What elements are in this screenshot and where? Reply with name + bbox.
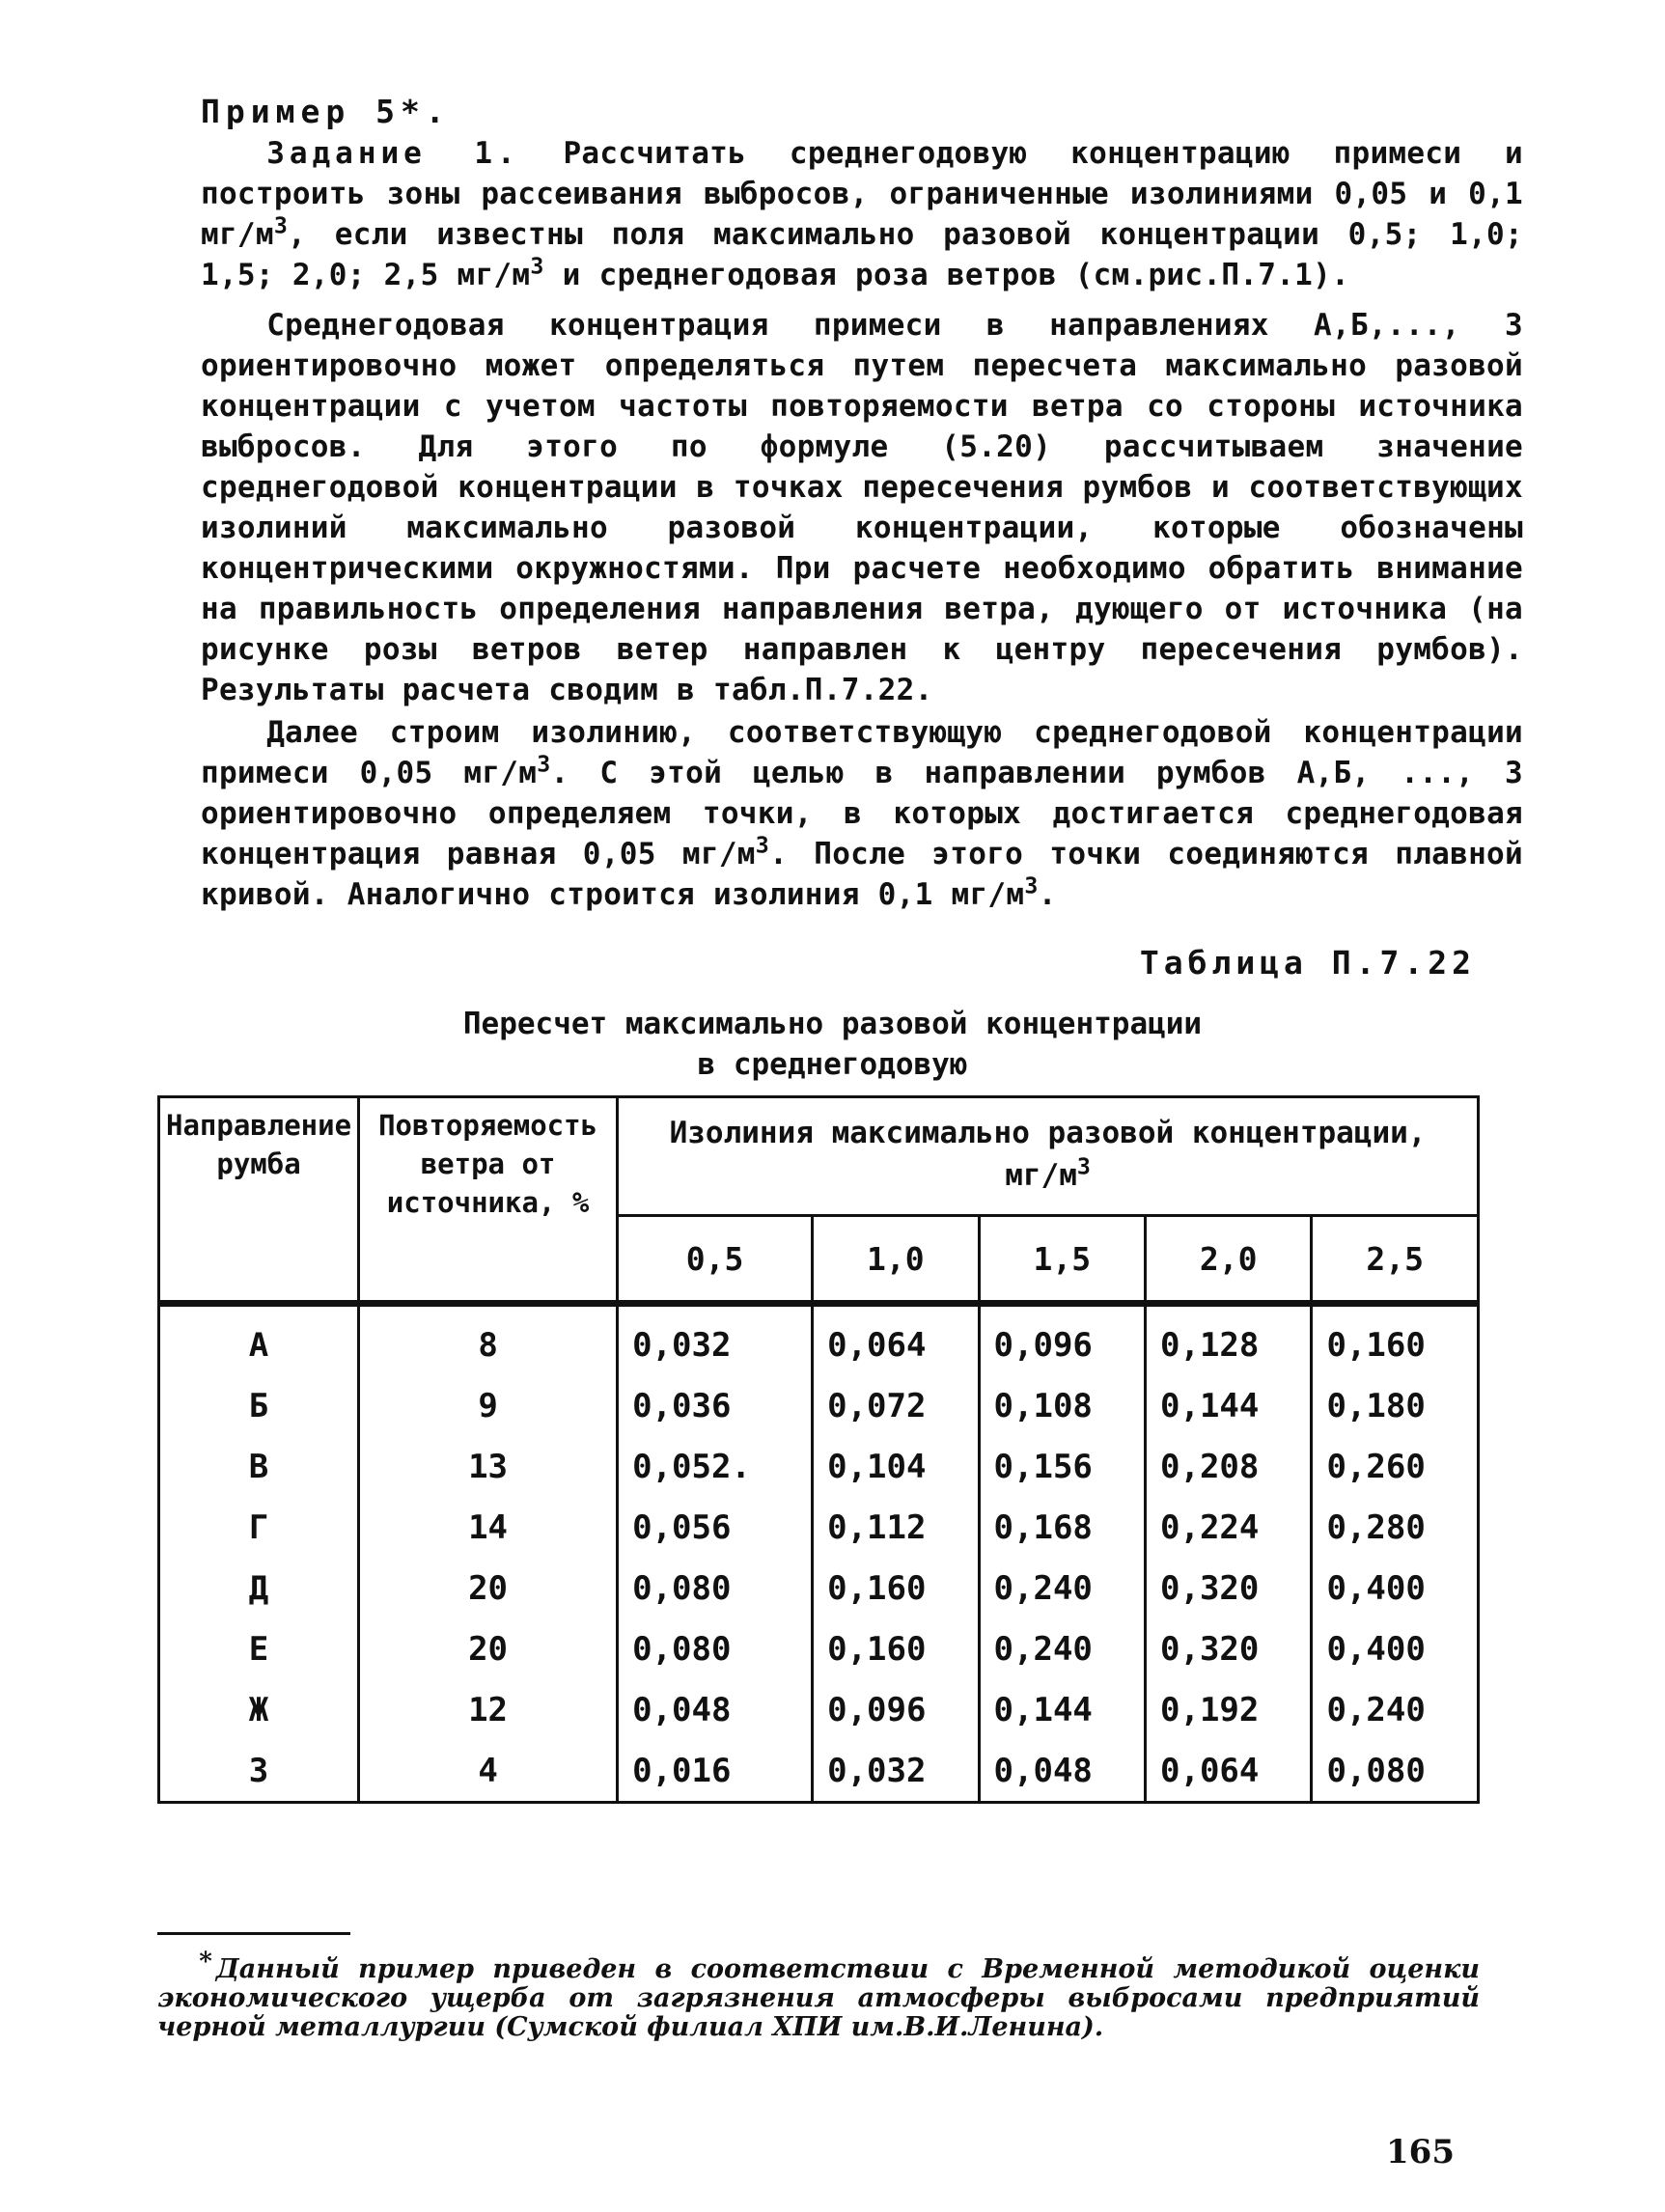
value-cell: 0,208 [1146, 1436, 1312, 1497]
value-cell: 0,080 [618, 1618, 813, 1679]
value-cell: 0,260 [1312, 1436, 1479, 1497]
task-text-part2: , если известны поля максимально разовой концентрации 0,5; 1,0; 1,5; 2,0; 2,5 мг/м [201, 217, 1523, 292]
direction-cell: Е [159, 1618, 359, 1679]
value-cell: 0,072 [813, 1375, 979, 1436]
value-cell: 0,180 [1312, 1375, 1479, 1436]
table-row [159, 1558, 1479, 1618]
superscript: 3 [273, 212, 289, 239]
value-cell: 0,144 [1146, 1375, 1312, 1436]
paragraph-part-d: . [1038, 877, 1057, 912]
repeatability-cell: 13 [359, 1436, 618, 1497]
repeatability-cell: 14 [359, 1497, 618, 1558]
value-cell: 0,052. [618, 1436, 813, 1497]
table-row [159, 1436, 1479, 1497]
header-isoline-group [618, 1097, 1479, 1216]
table-row [159, 1304, 1479, 1376]
repeatability-cell: 12 [359, 1679, 618, 1740]
paragraph-part-a: Далее строим изолинию, соответствующую среднегодовой концентрации примеси 0,05 мг/м [201, 715, 1523, 790]
table-label: Таблица П.7.22 [1139, 944, 1476, 982]
table-row [159, 1375, 1479, 1436]
caption-line-2: в среднегодовую [697, 1047, 968, 1082]
value-cell: 0,240 [1312, 1679, 1479, 1740]
value-cell: 0,240 [979, 1558, 1145, 1618]
value-cell: 0,160 [813, 1618, 979, 1679]
direction-cell: Д [159, 1558, 359, 1618]
table-row [159, 1618, 1479, 1679]
header-isoline-value: 1,0 [813, 1216, 979, 1304]
paragraph-text: Среднегодовая концентрация примеси в направлениях А,Б,..., З ориентировочно может определяться путем пересчета максимально разовой концентрации с учетом частоты повторяемости ветра со стороны источника выбросов. Для этого по формуле (5.20) рассчитываем значение среднегодовой концентрации в точках пересечения румбов и соответствующих изолиний максимально разовой концентрации, которые обозначены концентрическими окружностями. При расчете необходимо обратить внимание на правильность определения направления ветра, дующего от источника (на рисунке розы ветров ветер направлен к центру пересечения румбов). Результаты расчета сводим в табл.П.7.22. [201, 308, 1523, 707]
value-cell: 0,112 [813, 1497, 979, 1558]
table-row [159, 1740, 1479, 1803]
header-isoline-value: 2,0 [1146, 1216, 1312, 1304]
value-cell: 0,280 [1312, 1497, 1479, 1558]
task-paragraph [201, 133, 1523, 295]
value-cell: 0,400 [1312, 1618, 1479, 1679]
value-cell: 0,156 [979, 1436, 1145, 1497]
superscript: 3 [530, 253, 544, 280]
value-cell: 0,036 [618, 1375, 813, 1436]
value-cell: 0,108 [979, 1375, 1145, 1436]
value-cell: 0,056 [618, 1497, 813, 1558]
task-lead: Задание 1. [266, 136, 520, 171]
value-cell: 0,096 [813, 1679, 979, 1740]
task-text-part3: и среднегодовая роза ветров (см.рис.П.7.1). [543, 258, 1350, 292]
header-isoline-value: 2,5 [1312, 1216, 1479, 1304]
caption-line-1: Пересчет максимально разовой концентрации [462, 1007, 1203, 1041]
header-isoline-title: Изолиния максимально разовой концентрации, [669, 1116, 1427, 1150]
value-cell: 0,032 [813, 1740, 979, 1803]
value-cell: 0,160 [813, 1558, 979, 1618]
paragraph-part-c: . После этого точки соединяются плавной кривой. Аналогично строится изолиния 0,1 мг/м [201, 837, 1523, 912]
footnote-text: Данный пример приведен в соответствии с Временной методикой оценки экономического ущерба от загрязнения атмосферы выбросами предприятий черной металлургии (Сумской филиал ХПИ им.В.И.Ленина). [157, 1954, 1480, 2042]
value-cell: 0,032 [618, 1304, 813, 1376]
table-row [159, 1679, 1479, 1740]
value-cell: 0,096 [979, 1304, 1145, 1376]
page-number: 165 [1386, 2133, 1455, 2171]
value-cell: 0,016 [618, 1740, 813, 1803]
value-cell: 0,104 [813, 1436, 979, 1497]
table-caption [0, 1004, 1665, 1085]
direction-cell: Ж [159, 1679, 359, 1740]
superscript: 3 [1024, 872, 1039, 899]
value-cell: 0,080 [1312, 1740, 1479, 1803]
repeatability-cell: 20 [359, 1558, 618, 1618]
value-cell: 0,224 [1146, 1497, 1312, 1558]
value-cell: 0,048 [979, 1740, 1145, 1803]
value-cell: 0,144 [979, 1679, 1145, 1740]
value-cell: 0,192 [1146, 1679, 1312, 1740]
value-cell: 0,320 [1146, 1618, 1312, 1679]
repeatability-cell: 20 [359, 1618, 618, 1679]
direction-cell: Г [159, 1497, 359, 1558]
repeatability-cell: 9 [359, 1375, 618, 1436]
value-cell: 0,064 [813, 1304, 979, 1376]
header-isoline-unit: мг/м [1005, 1158, 1077, 1193]
example-title: Пример 5*. [201, 93, 451, 130]
table-row [159, 1497, 1479, 1558]
repeatability-cell: 8 [359, 1304, 618, 1376]
direction-cell: В [159, 1436, 359, 1497]
footnote [157, 1948, 1480, 2042]
footnote-mark: * [199, 1948, 212, 1977]
paragraph-part-b: . С этой целью в направлении румбов А,Б, ..., З ориентировочно определяем точки, в которых достигается среднегодовая концентрация равная 0,05 мг/м [201, 756, 1523, 871]
direction-cell: Б [159, 1375, 359, 1436]
task-text-part1: Рассчитать среднегодовую концентрацию примеси и построить зоны рассеивания выбросов, ограниченные изолиниями 0,05 и 0,1 мг/м [201, 136, 1524, 252]
value-cell: 0,240 [979, 1618, 1145, 1679]
value-cell: 0,064 [1146, 1740, 1312, 1803]
direction-cell: З [159, 1740, 359, 1803]
value-cell: 0,080 [618, 1558, 813, 1618]
superscript: 3 [537, 751, 551, 778]
explanation-paragraph [201, 305, 1523, 710]
value-cell: 0,168 [979, 1497, 1145, 1558]
concentration-table [157, 1095, 1480, 1804]
value-cell: 0,320 [1146, 1558, 1312, 1618]
header-isoline-value: 0,5 [618, 1216, 813, 1304]
superscript: 3 [1076, 1153, 1091, 1180]
value-cell: 0,048 [618, 1679, 813, 1740]
header-isoline-value: 1,5 [979, 1216, 1145, 1304]
value-cell: 0,128 [1146, 1304, 1312, 1376]
repeatability-cell: 4 [359, 1740, 618, 1803]
value-cell: 0,160 [1312, 1304, 1479, 1376]
header-repeatability: Повторяемость ветра от источника, % [359, 1097, 618, 1304]
footnote-divider [157, 1932, 350, 1935]
direction-cell: А [159, 1304, 359, 1376]
value-cell: 0,400 [1312, 1558, 1479, 1618]
header-direction: Направление румба [159, 1097, 359, 1304]
isoline-paragraph [201, 712, 1523, 915]
superscript: 3 [755, 832, 770, 859]
